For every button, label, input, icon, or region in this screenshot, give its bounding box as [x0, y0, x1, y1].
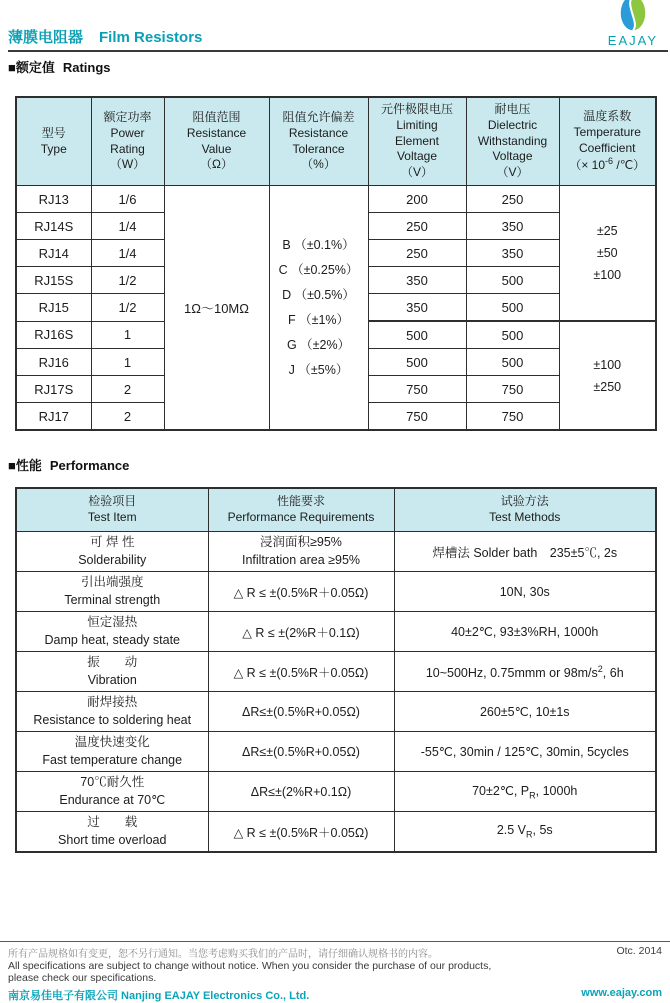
requirement-cell: △ R ≤ ±(0.5%R＋0.05Ω): [208, 572, 394, 612]
test-item-cell: 耐焊接热 Resistance to soldering heat: [16, 692, 208, 732]
requirement-cell: 浸润面积≥95% Infiltration area ≥95%: [208, 532, 394, 572]
power-cell: 2: [91, 376, 164, 403]
brand-logo: [608, 0, 658, 47]
performance-row: [16, 812, 656, 853]
power-cell: 2: [91, 403, 164, 431]
test-item-cell: 70℃耐久性 Endurance at 70℃: [16, 772, 208, 812]
page-footer: [0, 941, 670, 1003]
performance-heading-cn: ■性能: [8, 458, 42, 474]
performance-row: [16, 652, 656, 692]
tempco-group2-cell: ±100 ±250: [559, 321, 656, 430]
performance-row: [16, 532, 656, 572]
withstanding-voltage-cell: 500: [466, 294, 559, 322]
withstanding-voltage-cell: 350: [466, 213, 559, 240]
power-cell: 1/2: [91, 294, 164, 322]
withstanding-voltage-cell: 250: [466, 186, 559, 213]
col-header-resistance-value: 阻值范围 Resistance Value （Ω）: [164, 97, 269, 186]
performance-header-row: [16, 488, 656, 532]
requirement-cell: ΔR≤±(2%R+0.1Ω): [208, 772, 394, 812]
limiting-voltage-cell: 350: [368, 267, 466, 294]
performance-row: [16, 692, 656, 732]
tempco-unit: （× $10^{-6}$ /℃）: [569, 156, 646, 173]
col-header-type: 型号 Type: [16, 97, 91, 186]
limiting-voltage-cell: 250: [368, 213, 466, 240]
tempco-group1-cell: ±25 ±50 ±100: [559, 186, 656, 322]
limiting-voltage-cell: 350: [368, 294, 466, 322]
page-title-en: Film Resistors: [99, 29, 203, 46]
performance-row: [16, 572, 656, 612]
limiting-voltage-cell: 750: [368, 403, 466, 431]
performance-table: [15, 487, 657, 853]
ratings-heading-en: Ratings: [62, 60, 111, 75]
page-header: [8, 0, 668, 52]
method-cell: 40±2℃, 93±3%RH, 1000h: [394, 612, 656, 652]
method-cell: -55℃, 30min / 125℃, 30min, 5cycles: [394, 732, 656, 772]
power-cell: 1/4: [91, 240, 164, 267]
footer-date: Otc. 2014: [616, 945, 662, 957]
footer-notice-en-1: All specifications are subject to change without notice. When you consider the purchase of our products,: [8, 960, 492, 972]
type-cell: RJ15S: [16, 267, 91, 294]
withstanding-voltage-cell: 350: [466, 240, 559, 267]
method-cell: 10~500Hz, 0.75mmm or $98m/s^2$, 6h: [394, 652, 656, 692]
test-item-cell: 温度快速变化 Fast temperature change: [16, 732, 208, 772]
page-title-cn: 薄膜电阻器: [8, 29, 84, 46]
col-header-resistance-tolerance: 阻值允许偏差 Resistance Tolerance （%）: [269, 97, 368, 186]
power-cell: 1/2: [91, 267, 164, 294]
power-cell: 1/4: [91, 213, 164, 240]
ratings-header-row: [16, 97, 656, 186]
test-item-cell: 可 焊 性 Solderability: [16, 532, 208, 572]
resistance-value-cell: 1Ω～10MΩ: [164, 186, 269, 431]
col-header-power-rating: 额定功率 Power Rating （W）: [91, 97, 164, 186]
performance-row: [16, 612, 656, 652]
power-cell: 1: [91, 321, 164, 349]
method-cell: 260±5℃, 10±1s: [394, 692, 656, 732]
type-cell: RJ13: [16, 186, 91, 213]
page-title: [8, 30, 202, 47]
test-item-cell: 引出端强度 Terminal strength: [16, 572, 208, 612]
requirement-cell: △ R ≤ ±(2%R＋0.1Ω): [208, 612, 394, 652]
col-header-performance-requirements: 性能要求 Performance Requirements: [208, 488, 394, 532]
requirement-cell: △ R ≤ ±(0.5%R＋0.05Ω): [208, 652, 394, 692]
performance-section-heading: [8, 455, 670, 474]
performance-row: [16, 732, 656, 772]
type-cell: RJ16S: [16, 321, 91, 349]
eajay-leaf-icon: [613, 0, 653, 33]
footer-website: www.eajay.com: [581, 986, 662, 999]
performance-row: [16, 772, 656, 812]
col-header-temp-coefficient: 温度系数 Temperature Coefficient （× $10^{-6}$ /℃）: [559, 97, 656, 186]
limiting-voltage-cell: 500: [368, 349, 466, 376]
requirement-cell: △ R ≤ ±(0.5%R＋0.05Ω): [208, 812, 394, 853]
withstanding-voltage-cell: 750: [466, 376, 559, 403]
footer-company: 南京易佳电子有限公司 Nanjing EAJAY Electronics Co., Ltd.: [8, 989, 310, 1002]
limiting-voltage-cell: 750: [368, 376, 466, 403]
withstanding-voltage-cell: 500: [466, 349, 559, 376]
logo-text: EAJAY: [607, 33, 658, 48]
withstanding-voltage-cell: 750: [466, 403, 559, 431]
type-cell: RJ14: [16, 240, 91, 267]
limiting-voltage-cell: 500: [368, 321, 466, 349]
method-cell: 焊槽法 Solder bath 235±5℃, 2s: [394, 532, 656, 572]
limiting-voltage-cell: 250: [368, 240, 466, 267]
ratings-table: [15, 96, 657, 431]
type-cell: RJ17: [16, 403, 91, 431]
type-cell: RJ16: [16, 349, 91, 376]
ratings-row: [16, 186, 656, 213]
limiting-voltage-cell: 200: [368, 186, 466, 213]
tolerance-cell: B （±0.1%） C （±0.25%） D （±0.5%） F （±1%） G （±2%） J （±5%）: [269, 186, 368, 431]
type-cell: RJ15: [16, 294, 91, 322]
type-cell: RJ14S: [16, 213, 91, 240]
requirement-cell: ΔR≤±(0.5%R+0.05Ω): [208, 732, 394, 772]
method-cell: 2.5 $V_R$, 5s: [394, 812, 656, 853]
footer-notice-en-2: please check our specifications.: [8, 972, 157, 985]
col-header-test-item: 检验项目 Test Item: [16, 488, 208, 532]
col-header-limiting-voltage: 元件极限电压 Limiting Element Voltage （V）: [368, 97, 466, 186]
test-item-cell: 振 动 Vibration: [16, 652, 208, 692]
performance-heading-en: Performance: [49, 458, 130, 474]
test-item-cell: 过 载 Short time overload: [16, 812, 208, 853]
power-cell: 1: [91, 349, 164, 376]
ratings-heading-cn: ■额定值: [8, 60, 55, 75]
requirement-cell: ΔR≤±(0.5%R+0.05Ω): [208, 692, 394, 732]
power-cell: 1/6: [91, 186, 164, 213]
col-header-withstanding-voltage: 耐电压 Dielectric Withstanding Voltage （V）: [466, 97, 559, 186]
type-cell: RJ17S: [16, 376, 91, 403]
method-cell: 70±2℃, $P_R$, 1000h: [394, 772, 656, 812]
withstanding-voltage-cell: 500: [466, 321, 559, 349]
test-item-cell: 恒定湿热 Damp heat, steady state: [16, 612, 208, 652]
withstanding-voltage-cell: 500: [466, 267, 559, 294]
footer-notice-cn: 所有产品规格如有变更，恕不另行通知。当您考虑购买我们的产品时，请仔细确认规格书的内容。: [8, 949, 438, 960]
ratings-section-heading: [8, 57, 670, 76]
method-cell: 10N, 30s: [394, 572, 656, 612]
col-header-test-methods: 试验方法 Test Methods: [394, 488, 656, 532]
